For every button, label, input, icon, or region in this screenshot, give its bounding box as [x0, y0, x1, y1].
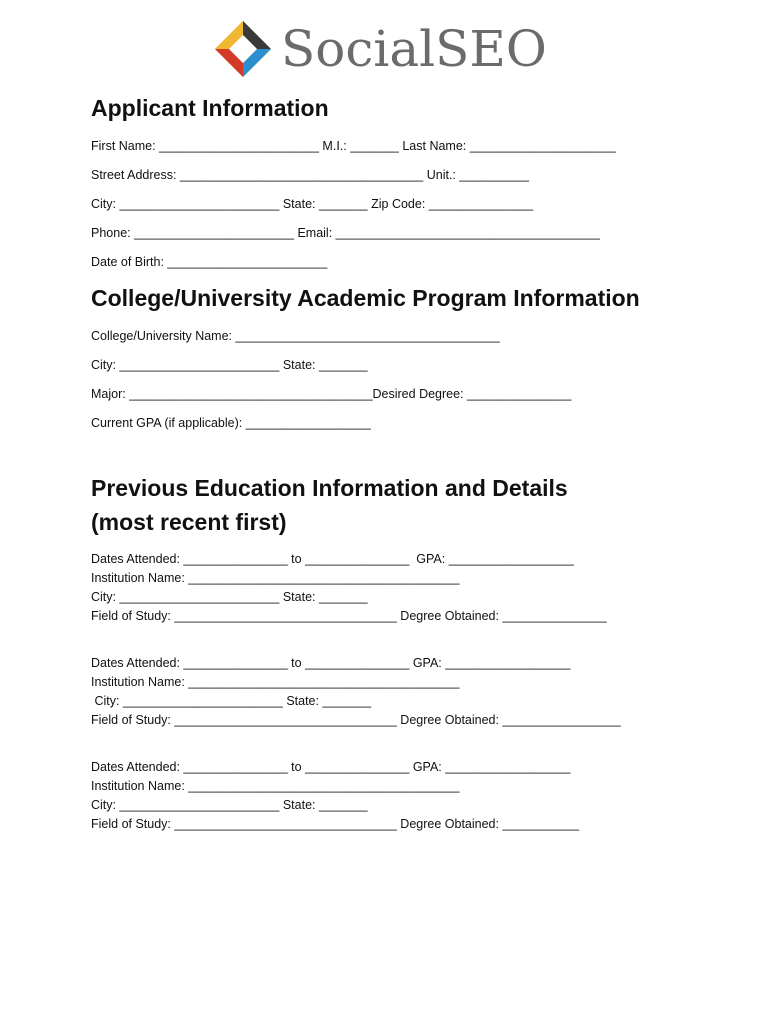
applicant-heading: Applicant Information — [91, 95, 329, 121]
entry3-field-line[interactable]: Field of Study: ________________________________ Degree Obtained: ___________ — [91, 817, 579, 831]
entry2-dates-line[interactable]: Dates Attended: _______________ to _______________ GPA: __________________ — [91, 656, 571, 670]
entry1-institution-line[interactable]: Institution Name: _______________________________________ — [91, 571, 460, 585]
entry2-institution-line[interactable]: Institution Name: _______________________________________ — [91, 675, 460, 689]
entry2-field-line[interactable]: Field of Study: ________________________________ Degree Obtained: _________________ — [91, 713, 621, 727]
entry2-city-line[interactable]: City: _______________________ State: _______ — [91, 694, 372, 708]
previous-heading: Previous Education Information and Details — [91, 475, 568, 501]
current-gpa-line[interactable]: Current GPA (if applicable): __________________ — [91, 416, 371, 430]
address-fields-line[interactable]: Street Address: ___________________________________ Unit.: __________ — [91, 168, 529, 182]
college-name-line[interactable]: College/University Name: ______________________________________ — [91, 329, 500, 343]
entry3-city-line[interactable]: City: _______________________ State: _______ — [91, 798, 368, 812]
college-heading: College/University Academic Program Information — [91, 285, 640, 311]
entry3-institution-line[interactable]: Institution Name: _______________________________________ — [91, 779, 460, 793]
name-fields-line[interactable]: First Name: _______________________ M.I.: _______ Last Name: _____________________ — [91, 139, 616, 153]
college-city-state-line[interactable]: City: _______________________ State: _______ — [91, 358, 368, 372]
dob-line[interactable]: Date of Birth: _______________________ — [91, 255, 328, 269]
socialseo-logo — [213, 18, 547, 80]
city-state-zip-line[interactable]: City: _______________________ State: _______ Zip Code: _______________ — [91, 197, 534, 211]
major-degree-line[interactable]: Major: ___________________________________Desired Degree: _______________ — [91, 387, 572, 401]
brand-name: SocialSEO — [281, 20, 547, 78]
entry1-field-line[interactable]: Field of Study: ________________________________ Degree Obtained: _______________ — [91, 609, 607, 623]
previous-subheading: (most recent first) — [91, 509, 287, 535]
diamond-logo-icon — [213, 19, 273, 79]
entry1-city-line[interactable]: City: _______________________ State: _______ — [91, 590, 368, 604]
entry3-dates-line[interactable]: Dates Attended: _______________ to _______________ GPA: __________________ — [91, 760, 571, 774]
phone-email-line[interactable]: Phone: _______________________ Email: ______________________________________ — [91, 226, 600, 240]
entry1-dates-line[interactable]: Dates Attended: _______________ to _______________ GPA: __________________ — [91, 552, 574, 566]
